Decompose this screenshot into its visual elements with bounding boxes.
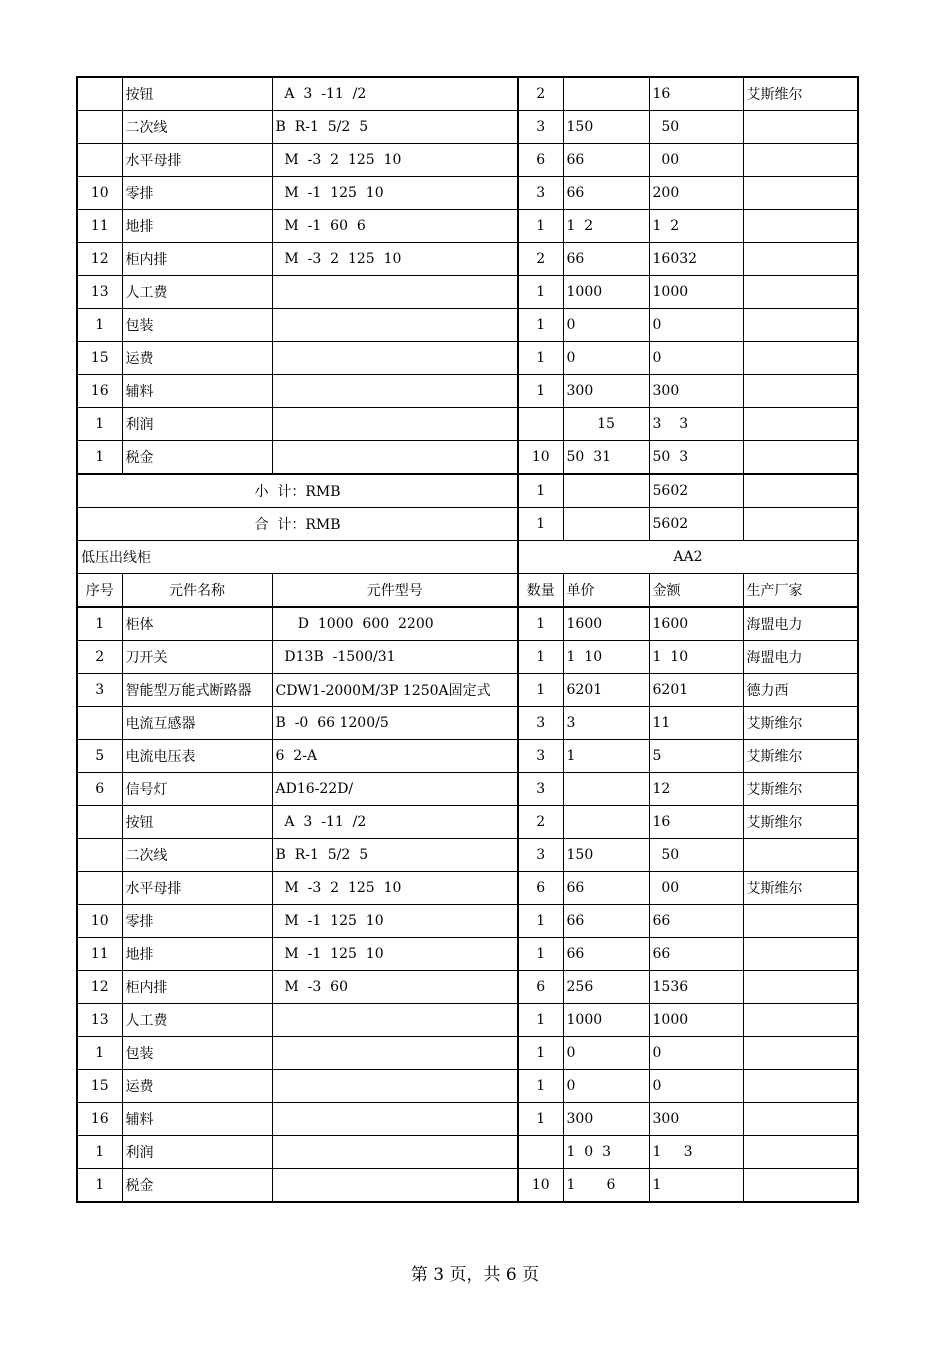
item-qty: 1 bbox=[518, 375, 563, 408]
item-amount: 1 3 bbox=[649, 1136, 743, 1169]
item-no: 15 bbox=[77, 342, 122, 375]
item-maker bbox=[743, 177, 858, 210]
item-maker bbox=[743, 210, 858, 243]
item-price: 6201 bbox=[563, 674, 649, 707]
item-price: 0 bbox=[563, 309, 649, 342]
item-amount: 3 3 bbox=[649, 408, 743, 441]
item-no: 1 bbox=[77, 1037, 122, 1070]
item-name: 水平母排 bbox=[122, 144, 272, 177]
item-qty bbox=[518, 408, 563, 441]
item-model: A 3 -11 /2 bbox=[272, 77, 518, 111]
item-name: 税金 bbox=[122, 441, 272, 475]
section-code: AA2 bbox=[518, 541, 858, 574]
header-amount: 金额 bbox=[649, 574, 743, 608]
item-maker bbox=[743, 375, 858, 408]
item-model: D 1000 600 2200 bbox=[272, 607, 518, 641]
header-no: 序号 bbox=[77, 574, 122, 608]
item-qty: 6 bbox=[518, 872, 563, 905]
item-model bbox=[272, 1136, 518, 1169]
table-row bbox=[77, 905, 858, 938]
item-price: 1 10 bbox=[563, 641, 649, 674]
item-amount: 300 bbox=[649, 375, 743, 408]
item-model: CDW1-2000M/3P 1250A固定式 bbox=[272, 674, 518, 707]
item-price: 1 bbox=[563, 740, 649, 773]
item-amount: 1 2 bbox=[649, 210, 743, 243]
item-price bbox=[563, 77, 649, 111]
item-maker: 艾斯维尔 bbox=[743, 872, 858, 905]
item-maker bbox=[743, 905, 858, 938]
table-row bbox=[77, 773, 858, 806]
item-qty: 1 bbox=[518, 1103, 563, 1136]
item-no bbox=[77, 872, 122, 905]
table-row bbox=[77, 607, 858, 641]
item-amount: 1000 bbox=[649, 1004, 743, 1037]
summary-rows bbox=[77, 474, 858, 607]
item-qty: 3 bbox=[518, 111, 563, 144]
item-model bbox=[272, 1037, 518, 1070]
item-model: M -1 125 10 bbox=[272, 938, 518, 971]
table-row bbox=[77, 111, 858, 144]
item-name: 利润 bbox=[122, 408, 272, 441]
top-items bbox=[77, 77, 858, 474]
item-amount: 0 bbox=[649, 309, 743, 342]
table-row bbox=[77, 276, 858, 309]
item-maker bbox=[743, 111, 858, 144]
item-name: 人工费 bbox=[122, 276, 272, 309]
item-no: 1 bbox=[77, 1136, 122, 1169]
item-qty bbox=[518, 1136, 563, 1169]
total-maker bbox=[743, 508, 858, 541]
item-name: 零排 bbox=[122, 177, 272, 210]
item-model: B -0 66 1200/5 bbox=[272, 707, 518, 740]
table-row bbox=[77, 1103, 858, 1136]
item-maker bbox=[743, 144, 858, 177]
item-price: 66 bbox=[563, 243, 649, 276]
item-price: 0 bbox=[563, 1037, 649, 1070]
item-no: 16 bbox=[77, 1103, 122, 1136]
item-name: 辅料 bbox=[122, 375, 272, 408]
item-amount: 200 bbox=[649, 177, 743, 210]
item-model bbox=[272, 342, 518, 375]
item-model: M -3 2 125 10 bbox=[272, 144, 518, 177]
item-maker bbox=[743, 1070, 858, 1103]
section-row bbox=[77, 541, 858, 574]
item-model: M -3 2 125 10 bbox=[272, 872, 518, 905]
item-price: 66 bbox=[563, 872, 649, 905]
table-row bbox=[77, 1136, 858, 1169]
item-qty: 3 bbox=[518, 773, 563, 806]
item-amount: 66 bbox=[649, 938, 743, 971]
item-price bbox=[563, 806, 649, 839]
item-no: 5 bbox=[77, 740, 122, 773]
item-name: 包装 bbox=[122, 1037, 272, 1070]
item-amount: 50 bbox=[649, 111, 743, 144]
item-price: 66 bbox=[563, 938, 649, 971]
subtotal-label: 小 计：RMB bbox=[77, 474, 518, 508]
item-amount: 16032 bbox=[649, 243, 743, 276]
bottom-items bbox=[77, 607, 858, 1202]
item-qty: 6 bbox=[518, 144, 563, 177]
item-amount: 5 bbox=[649, 740, 743, 773]
item-maker: 德力西 bbox=[743, 674, 858, 707]
header-model: 元件型号 bbox=[272, 574, 518, 608]
header-row bbox=[77, 574, 858, 608]
item-model bbox=[272, 309, 518, 342]
subtotal-maker bbox=[743, 474, 858, 508]
item-qty: 2 bbox=[518, 77, 563, 111]
item-no bbox=[77, 77, 122, 111]
item-amount: 16 bbox=[649, 806, 743, 839]
item-model bbox=[272, 408, 518, 441]
table-row bbox=[77, 177, 858, 210]
item-maker bbox=[743, 1037, 858, 1070]
item-maker bbox=[743, 1004, 858, 1037]
table-row bbox=[77, 1004, 858, 1037]
item-name: 零排 bbox=[122, 905, 272, 938]
item-amount: 0 bbox=[649, 1037, 743, 1070]
item-amount: 6201 bbox=[649, 674, 743, 707]
item-maker: 艾斯维尔 bbox=[743, 806, 858, 839]
table-row bbox=[77, 342, 858, 375]
item-name: 柜内排 bbox=[122, 971, 272, 1004]
item-model: AD16-22D/ bbox=[272, 773, 518, 806]
item-amount: 0 bbox=[649, 1070, 743, 1103]
item-model bbox=[272, 441, 518, 475]
table-row bbox=[77, 408, 858, 441]
item-no: 10 bbox=[77, 177, 122, 210]
total-label: 合 计：RMB bbox=[77, 508, 518, 541]
item-model: D13B -1500/31 bbox=[272, 641, 518, 674]
item-maker bbox=[743, 342, 858, 375]
item-amount: 16 bbox=[649, 77, 743, 111]
item-amount: 1536 bbox=[649, 971, 743, 1004]
item-qty: 1 bbox=[518, 607, 563, 641]
item-name: 柜内排 bbox=[122, 243, 272, 276]
header-qty: 数量 bbox=[518, 574, 563, 608]
item-model bbox=[272, 1004, 518, 1037]
item-maker: 艾斯维尔 bbox=[743, 740, 858, 773]
item-no: 11 bbox=[77, 210, 122, 243]
header-name: 元件名称 bbox=[122, 574, 272, 608]
item-qty: 10 bbox=[518, 441, 563, 475]
table-row bbox=[77, 1070, 858, 1103]
item-name: 辅料 bbox=[122, 1103, 272, 1136]
item-maker: 海盟电力 bbox=[743, 641, 858, 674]
item-price: 150 bbox=[563, 111, 649, 144]
item-amount: 1000 bbox=[649, 276, 743, 309]
item-no: 11 bbox=[77, 938, 122, 971]
table-row bbox=[77, 674, 858, 707]
item-no bbox=[77, 707, 122, 740]
item-price: 66 bbox=[563, 177, 649, 210]
item-no: 1 bbox=[77, 607, 122, 641]
item-name: 包装 bbox=[122, 309, 272, 342]
item-name: 二次线 bbox=[122, 111, 272, 144]
item-no: 1 bbox=[77, 309, 122, 342]
item-no bbox=[77, 806, 122, 839]
total-qty: 1 bbox=[518, 508, 563, 541]
item-price: 300 bbox=[563, 1103, 649, 1136]
section-title: 低压出线柜 bbox=[77, 541, 518, 574]
item-maker bbox=[743, 309, 858, 342]
item-price: 1 0 3 bbox=[563, 1136, 649, 1169]
item-qty: 3 bbox=[518, 707, 563, 740]
item-qty: 1 bbox=[518, 1037, 563, 1070]
item-name: 运费 bbox=[122, 1070, 272, 1103]
table-row bbox=[77, 441, 858, 475]
item-name: 水平母排 bbox=[122, 872, 272, 905]
item-price: 15 bbox=[563, 408, 649, 441]
subtotal-row bbox=[77, 474, 858, 508]
table-row bbox=[77, 210, 858, 243]
item-no: 15 bbox=[77, 1070, 122, 1103]
item-qty: 10 bbox=[518, 1169, 563, 1203]
item-maker bbox=[743, 938, 858, 971]
item-name: 智能型万能式断路器 bbox=[122, 674, 272, 707]
item-name: 地排 bbox=[122, 938, 272, 971]
item-model: M -3 2 125 10 bbox=[272, 243, 518, 276]
item-no: 6 bbox=[77, 773, 122, 806]
table-row bbox=[77, 1037, 858, 1070]
item-no: 10 bbox=[77, 905, 122, 938]
item-amount: 1600 bbox=[649, 607, 743, 641]
item-qty: 3 bbox=[518, 839, 563, 872]
table-row bbox=[77, 806, 858, 839]
item-qty: 1 bbox=[518, 1070, 563, 1103]
item-model bbox=[272, 1103, 518, 1136]
item-price: 1600 bbox=[563, 607, 649, 641]
total-row bbox=[77, 508, 858, 541]
item-maker bbox=[743, 408, 858, 441]
item-maker bbox=[743, 971, 858, 1004]
item-price: 3 bbox=[563, 707, 649, 740]
quotation-table bbox=[76, 76, 859, 1203]
total-price bbox=[563, 508, 649, 541]
item-name: 按钮 bbox=[122, 77, 272, 111]
item-no: 3 bbox=[77, 674, 122, 707]
total-amount: 5602 bbox=[649, 508, 743, 541]
item-amount: 66 bbox=[649, 905, 743, 938]
item-model bbox=[272, 375, 518, 408]
item-price: 0 bbox=[563, 1070, 649, 1103]
item-qty: 6 bbox=[518, 971, 563, 1004]
item-price: 0 bbox=[563, 342, 649, 375]
table-row bbox=[77, 707, 858, 740]
subtotal-qty: 1 bbox=[518, 474, 563, 508]
table-row bbox=[77, 641, 858, 674]
item-maker bbox=[743, 276, 858, 309]
header-price: 单价 bbox=[563, 574, 649, 608]
item-model: M -1 125 10 bbox=[272, 905, 518, 938]
item-model: B R-1 5/2 5 bbox=[272, 111, 518, 144]
item-price: 150 bbox=[563, 839, 649, 872]
item-model: B R-1 5/2 5 bbox=[272, 839, 518, 872]
item-model bbox=[272, 1169, 518, 1203]
item-amount: 0 bbox=[649, 342, 743, 375]
item-qty: 2 bbox=[518, 243, 563, 276]
item-qty: 1 bbox=[518, 276, 563, 309]
item-no bbox=[77, 839, 122, 872]
item-qty: 1 bbox=[518, 309, 563, 342]
item-amount: 50 bbox=[649, 839, 743, 872]
item-qty: 1 bbox=[518, 342, 563, 375]
item-no: 16 bbox=[77, 375, 122, 408]
item-no: 1 bbox=[77, 441, 122, 475]
subtotal-amount: 5602 bbox=[649, 474, 743, 508]
item-no: 12 bbox=[77, 971, 122, 1004]
item-name: 电流电压表 bbox=[122, 740, 272, 773]
item-amount: 1 bbox=[649, 1169, 743, 1203]
item-qty: 2 bbox=[518, 806, 563, 839]
table-row bbox=[77, 839, 858, 872]
item-qty: 3 bbox=[518, 740, 563, 773]
item-price: 66 bbox=[563, 144, 649, 177]
item-price: 1 2 bbox=[563, 210, 649, 243]
item-amount: 00 bbox=[649, 144, 743, 177]
table-row bbox=[77, 77, 858, 111]
item-no: 1 bbox=[77, 1169, 122, 1203]
item-name: 地排 bbox=[122, 210, 272, 243]
item-maker: 艾斯维尔 bbox=[743, 707, 858, 740]
item-name: 人工费 bbox=[122, 1004, 272, 1037]
item-qty: 1 bbox=[518, 905, 563, 938]
item-maker: 艾斯维尔 bbox=[743, 77, 858, 111]
subtotal-price bbox=[563, 474, 649, 508]
table-row bbox=[77, 740, 858, 773]
item-model: M -1 125 10 bbox=[272, 177, 518, 210]
item-price: 50 31 bbox=[563, 441, 649, 475]
item-no bbox=[77, 111, 122, 144]
item-model: M -3 60 bbox=[272, 971, 518, 1004]
item-qty: 1 bbox=[518, 938, 563, 971]
item-name: 运费 bbox=[122, 342, 272, 375]
item-qty: 3 bbox=[518, 177, 563, 210]
table-row bbox=[77, 971, 858, 1004]
item-name: 信号灯 bbox=[122, 773, 272, 806]
item-amount: 1 10 bbox=[649, 641, 743, 674]
item-no bbox=[77, 144, 122, 177]
item-amount: 50 3 bbox=[649, 441, 743, 475]
item-price bbox=[563, 773, 649, 806]
item-name: 税金 bbox=[122, 1169, 272, 1203]
item-qty: 1 bbox=[518, 641, 563, 674]
item-no: 2 bbox=[77, 641, 122, 674]
table-row bbox=[77, 938, 858, 971]
item-maker: 海盟电力 bbox=[743, 607, 858, 641]
table-row bbox=[77, 375, 858, 408]
item-maker bbox=[743, 1103, 858, 1136]
item-qty: 1 bbox=[518, 210, 563, 243]
item-maker bbox=[743, 839, 858, 872]
item-maker bbox=[743, 1169, 858, 1203]
table-row bbox=[77, 144, 858, 177]
item-maker bbox=[743, 1136, 858, 1169]
item-price: 1000 bbox=[563, 276, 649, 309]
item-amount: 00 bbox=[649, 872, 743, 905]
item-name: 柜体 bbox=[122, 607, 272, 641]
item-model: 6 2-A bbox=[272, 740, 518, 773]
item-price: 1000 bbox=[563, 1004, 649, 1037]
item-price: 256 bbox=[563, 971, 649, 1004]
table-row bbox=[77, 1169, 858, 1203]
item-name: 电流互感器 bbox=[122, 707, 272, 740]
table-row bbox=[77, 309, 858, 342]
item-price: 66 bbox=[563, 905, 649, 938]
item-model: M -1 60 6 bbox=[272, 210, 518, 243]
item-name: 二次线 bbox=[122, 839, 272, 872]
item-maker: 艾斯维尔 bbox=[743, 773, 858, 806]
item-name: 利润 bbox=[122, 1136, 272, 1169]
item-amount: 12 bbox=[649, 773, 743, 806]
table-row bbox=[77, 872, 858, 905]
item-amount: 300 bbox=[649, 1103, 743, 1136]
item-name: 刀开关 bbox=[122, 641, 272, 674]
item-amount: 11 bbox=[649, 707, 743, 740]
item-model: A 3 -11 /2 bbox=[272, 806, 518, 839]
item-model bbox=[272, 276, 518, 309]
item-maker bbox=[743, 441, 858, 475]
item-no: 12 bbox=[77, 243, 122, 276]
item-qty: 1 bbox=[518, 1004, 563, 1037]
item-no: 13 bbox=[77, 276, 122, 309]
item-no: 1 bbox=[77, 408, 122, 441]
item-price: 300 bbox=[563, 375, 649, 408]
item-qty: 1 bbox=[518, 674, 563, 707]
table-row bbox=[77, 243, 858, 276]
item-name: 按钮 bbox=[122, 806, 272, 839]
item-price: 1 6 bbox=[563, 1169, 649, 1203]
page-number: 第 3 页，共 6 页 bbox=[410, 1265, 540, 1285]
item-model bbox=[272, 1070, 518, 1103]
header-maker: 生产厂家 bbox=[743, 574, 858, 608]
item-no: 13 bbox=[77, 1004, 122, 1037]
item-maker bbox=[743, 243, 858, 276]
